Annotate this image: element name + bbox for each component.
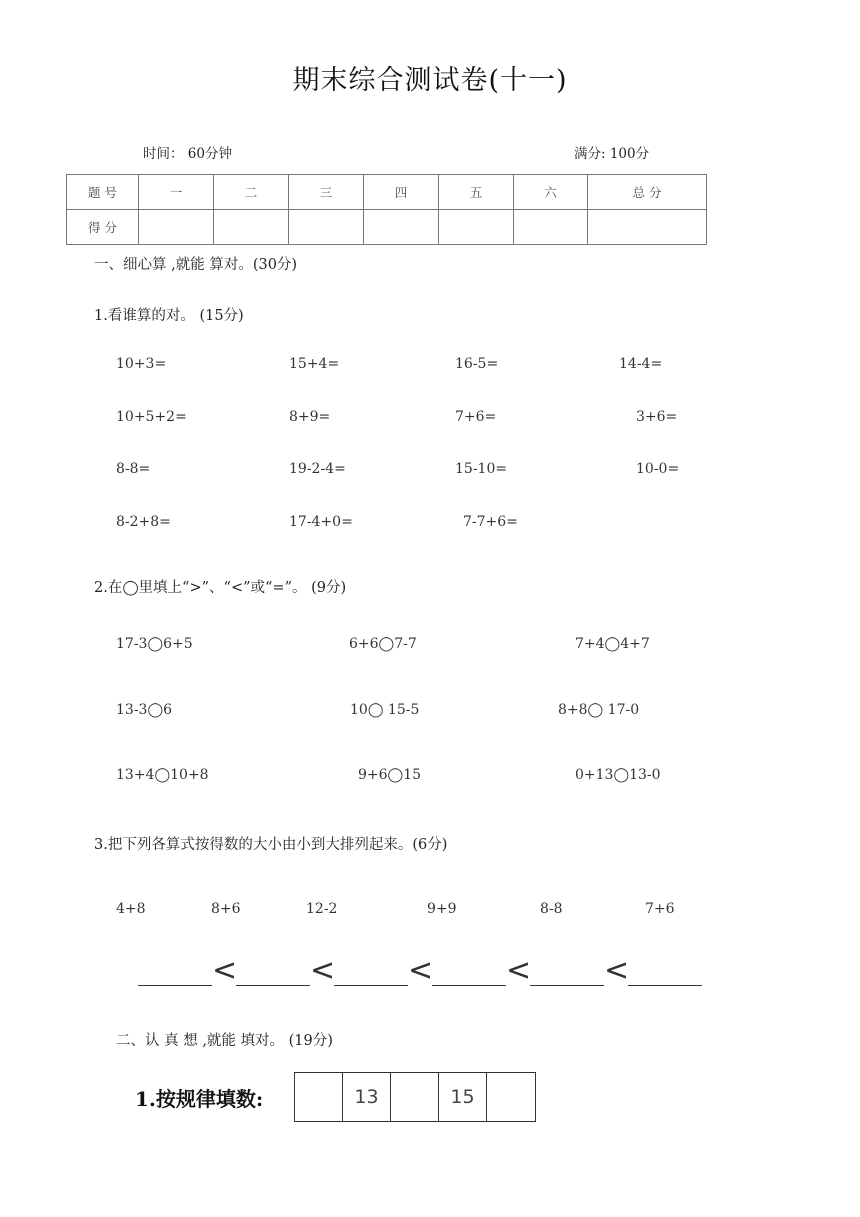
pattern-cell: 13	[343, 1073, 391, 1121]
answer-blank[interactable]	[236, 955, 310, 986]
pattern-cell[interactable]	[295, 1073, 343, 1121]
order-item: 12-2	[306, 901, 338, 917]
time-limit: 时间： 60分钟	[143, 146, 232, 162]
q3-title: 3.把下列各算式按得数的大小由小到大排列起来。(6分)	[94, 837, 448, 853]
answer-blank[interactable]	[432, 955, 506, 986]
score-input-cell[interactable]	[439, 210, 514, 245]
compare-item: 17-3◯6+5	[116, 636, 193, 652]
score-input-cell[interactable]	[139, 210, 214, 245]
answer-blank[interactable]	[334, 955, 408, 986]
score-row-label: 得 分	[67, 210, 139, 245]
full-score: 满分: 100分	[574, 146, 650, 162]
compare-item: 10◯ 15-5	[350, 702, 420, 718]
order-item: 9+9	[427, 901, 457, 917]
order-item: 7+6	[645, 901, 675, 917]
calc-item: 8-2+8=	[116, 514, 171, 530]
compare-item: 0+13◯13-0	[575, 767, 661, 783]
answer-blank[interactable]	[628, 955, 702, 986]
less-than-sign: <	[408, 953, 434, 988]
pattern-cell[interactable]	[487, 1073, 535, 1121]
less-than-sign: <	[212, 953, 238, 988]
less-than-sign: <	[310, 953, 336, 988]
pattern-question-label: 1.按规律填数:	[135, 1087, 264, 1111]
score-input-cell[interactable]	[289, 210, 364, 245]
calc-item: 3+6=	[636, 409, 678, 425]
calc-item: 19-2-4=	[289, 461, 346, 477]
answer-blank[interactable]	[530, 955, 604, 986]
score-header-cell: 一	[139, 175, 214, 210]
order-answer-line	[138, 955, 702, 986]
score-header-cell: 总 分	[588, 175, 707, 210]
calc-item: 15+4=	[289, 356, 340, 372]
compare-item: 7+4◯4+7	[575, 636, 650, 652]
score-header-cell: 三	[289, 175, 364, 210]
compare-item: 9+6◯15	[358, 767, 422, 783]
compare-item: 13-3◯6	[116, 702, 173, 718]
less-than-sign: <	[506, 953, 532, 988]
answer-blank[interactable]	[138, 955, 212, 986]
score-header-cell: 五	[439, 175, 514, 210]
q1-title: 1.看谁算的对。 (15分)	[94, 308, 244, 324]
calc-item: 10-0=	[636, 461, 680, 477]
pattern-cell[interactable]	[391, 1073, 439, 1121]
score-input-cell[interactable]	[214, 210, 289, 245]
score-header-cell: 四	[364, 175, 439, 210]
calc-item: 7+6=	[455, 409, 497, 425]
section1-heading: 一、细心算 ,就能 算对。(30分)	[94, 257, 298, 273]
calc-item: 8+9=	[289, 409, 331, 425]
score-input-cell[interactable]	[514, 210, 588, 245]
score-header-cell: 二	[214, 175, 289, 210]
score-header-cell: 题 号	[67, 175, 139, 210]
score-input-cell[interactable]	[364, 210, 439, 245]
score-table	[66, 174, 707, 245]
page-title: 期末综合测试卷(十一)	[292, 65, 568, 96]
compare-item: 6+6◯7-7	[349, 636, 417, 652]
order-item: 8+6	[211, 901, 241, 917]
calc-item: 10+3=	[116, 356, 167, 372]
order-item: 8-8	[540, 901, 563, 917]
section2-heading: 二、认 真 想 ,就能 填对。 (19分)	[116, 1033, 333, 1049]
pattern-cell: 15	[439, 1073, 487, 1121]
calc-item: 7-7+6=	[463, 514, 518, 530]
calc-item: 10+5+2=	[116, 409, 187, 425]
score-table-score-row	[67, 210, 707, 245]
less-than-sign: <	[604, 953, 630, 988]
q2-title: 2.在◯里填上“>”、“<”或“=”。 (9分)	[94, 580, 347, 596]
score-header-cell: 六	[514, 175, 588, 210]
calc-item: 17-4+0=	[289, 514, 353, 530]
compare-item: 13+4◯10+8	[116, 767, 209, 783]
pattern-boxes	[294, 1072, 536, 1122]
compare-item: 8+8◯ 17-0	[558, 702, 640, 718]
score-table-header-row	[67, 175, 707, 210]
calc-item: 14-4=	[619, 356, 663, 372]
order-item: 4+8	[116, 901, 146, 917]
calc-item: 16-5=	[455, 356, 499, 372]
calc-item: 15-10=	[455, 461, 508, 477]
score-input-cell[interactable]	[588, 210, 707, 245]
calc-item: 8-8=	[116, 461, 151, 477]
